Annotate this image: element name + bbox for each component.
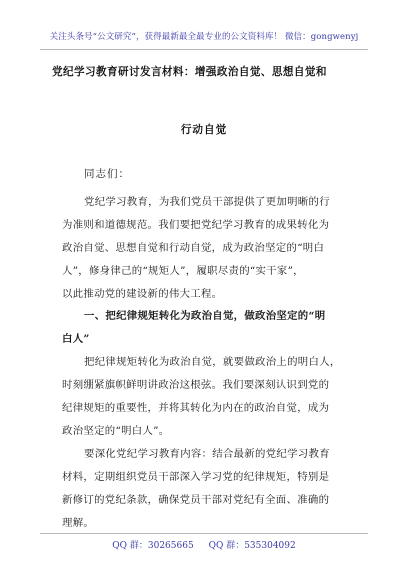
header-divider [40, 49, 368, 50]
paragraph-2-line: 把纪律规矩转化为政治自觉，就要做政治上的明白人， [84, 356, 341, 368]
document-title-line-2: 行动自觉 [180, 124, 228, 136]
footer-contact [0, 538, 408, 551]
paragraph-2-line: 时刻绷紧旗帜鲜明讲政治这根弦。我们要深刻认识到党的 [62, 379, 330, 391]
section-heading-1-cont: 白人” [62, 333, 90, 345]
paragraph-1-line: 人”，修身律己的“规矩人”，履职尽责的“实干家”， [62, 265, 304, 277]
paragraph-1-line: 政治自觉、思想自觉和行动自觉，成为政治坚定的“明白 [62, 242, 325, 254]
paragraph-3-line: 新修订的党纪条款，确保党员干部对党纪有全面、准确的 [62, 494, 330, 506]
paragraph-2-line: 政治坚定的“明白人”。 [62, 425, 170, 437]
footer-divider [40, 533, 368, 534]
footer-qq-group-2: QQ 群：535304092 [208, 541, 296, 551]
header-promo-note: 关注头条号“公文研究”，获得最新最全最专业的公文资料库！ 微信：gongwenyj [49, 32, 359, 42]
paragraph-1-line: 为准则和道德规范。我们要把党纪学习教育的成果转化为 [62, 219, 330, 231]
document-title-line-1: 党纪学习教育研讨发言材料：增强政治自觉、思想自觉和 [52, 66, 327, 78]
paragraph-1-line: 以此推动党的建设新的伟大工程。 [62, 288, 223, 300]
paragraph-1-line: 党纪学习教育，为我们党员干部提供了更加明晰的行 [84, 196, 330, 208]
footer-qq-group-1: QQ 群：30265665 [112, 541, 194, 551]
paragraph-2-line: 纪律规矩的重要性，并将其转化为内在的政治自觉，成为 [62, 402, 330, 414]
paragraph-3-line: 理解。 [62, 517, 95, 529]
greeting: 同志们： [84, 168, 130, 180]
section-heading-1: 一、把纪律规矩转化为政治自觉，做政治坚定的“明 [84, 310, 326, 322]
paragraph-3-line: 要深化党纪学习教育内容：结合最新的党纪学习教育 [84, 448, 330, 460]
paragraph-3-line: 材料，定期组织党员干部深入学习党的纪律规矩，特别是 [62, 471, 330, 483]
